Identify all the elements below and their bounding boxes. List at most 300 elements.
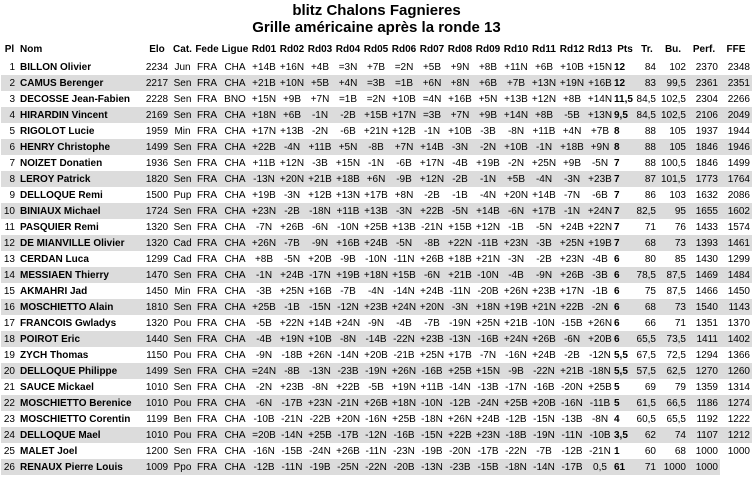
table-cell: 1199 — [143, 411, 171, 427]
table-cell: -10N — [474, 267, 502, 283]
player-name: BILLON Olivier — [18, 59, 143, 75]
table-cell: +26B — [418, 251, 446, 267]
table-cell: +4B — [306, 59, 334, 75]
table-cell: FRA — [194, 283, 220, 299]
table-cell: +5N — [334, 139, 362, 155]
table-cell: -4N — [362, 283, 390, 299]
table-cell: 73 — [658, 235, 688, 251]
table-cell: -6N — [502, 203, 530, 219]
table-cell: +6B — [278, 107, 306, 123]
table-cell: =3B — [418, 107, 446, 123]
table-row — [1, 347, 752, 363]
table-cell: +24N — [502, 331, 530, 347]
table-cell: -16B — [474, 331, 502, 347]
table-cell: +5B — [306, 75, 334, 91]
table-cell: -11N — [278, 459, 306, 475]
table-cell: -9B — [390, 171, 418, 187]
table-row — [1, 187, 752, 203]
table-row — [1, 91, 752, 107]
table-cell: -21B — [390, 347, 418, 363]
table-cell: -2N — [586, 299, 614, 315]
player-name: HIRARDIN Vincent — [18, 107, 143, 123]
table-cell: +21N — [474, 251, 502, 267]
table-cell: FRA — [194, 347, 220, 363]
table-cell: +25N — [474, 315, 502, 331]
table-cell: -6N — [558, 331, 586, 347]
table-cell: CHA — [220, 267, 250, 283]
player-name: DELLOQUE Philippe — [18, 363, 143, 379]
rank-cell: 7 — [1, 155, 18, 171]
table-cell: +15N — [334, 155, 362, 171]
table-cell: 72,5 — [658, 347, 688, 363]
table-cell: FRA — [194, 171, 220, 187]
table-row — [1, 251, 752, 267]
table-cell: +14N — [502, 107, 530, 123]
table-cell: -4N — [530, 171, 558, 187]
table-cell: -3N — [390, 203, 418, 219]
tournament-title: blitz Chalons Fagnieres — [292, 2, 461, 19]
table-cell: -7B — [418, 315, 446, 331]
table-cell: 1944 — [720, 123, 752, 139]
table-cell: -10N — [362, 251, 390, 267]
table-cell: +16B — [306, 283, 334, 299]
table-cell: -13N — [446, 331, 474, 347]
table-cell: +24B — [278, 267, 306, 283]
table-cell: +11B — [418, 379, 446, 395]
table-cell: -6N — [250, 395, 278, 411]
column-header: Perf. — [692, 43, 716, 55]
table-cell: +21B — [502, 315, 530, 331]
table-cell: 102,5 — [658, 91, 688, 107]
points-cell: 5 — [614, 379, 636, 395]
table-cell: Pou — [171, 395, 194, 411]
table-cell: -15N — [530, 411, 558, 427]
table-cell: Sen — [171, 155, 194, 171]
table-cell: -1N — [306, 107, 334, 123]
rank-cell: 16 — [1, 299, 18, 315]
table-cell: -7N — [474, 347, 502, 363]
table-cell: 1402 — [720, 331, 752, 347]
table-cell: 62,5 — [658, 363, 688, 379]
table-cell: -20B — [390, 459, 418, 475]
table-cell: +17N — [250, 123, 278, 139]
table-cell: 1946 — [720, 139, 752, 155]
table-cell: +23N — [306, 395, 334, 411]
points-cell: 5,5 — [614, 363, 636, 379]
table-cell: +12B — [390, 123, 418, 139]
table-row — [1, 315, 752, 331]
table-cell: +22B — [250, 139, 278, 155]
table-cell: CHA — [220, 411, 250, 427]
table-cell: FRA — [194, 203, 220, 219]
table-cell: -7N — [558, 187, 586, 203]
table-cell: -19N — [530, 427, 558, 443]
points-cell: 4 — [614, 411, 636, 427]
table-cell: -2N — [250, 379, 278, 395]
table-cell: 1370 — [720, 315, 752, 331]
table-cell: -1N — [362, 155, 390, 171]
table-cell: +10B — [390, 91, 418, 107]
table-cell: -18B — [278, 347, 306, 363]
table-cell: +12B — [306, 187, 334, 203]
table-cell: CHA — [220, 251, 250, 267]
points-cell: 9,5 — [614, 107, 636, 123]
table-cell: CHA — [220, 75, 250, 91]
rank-cell: 24 — [1, 427, 18, 443]
table-cell: +11N — [502, 59, 530, 75]
table-cell: +4N — [558, 123, 586, 139]
table-cell: +13B — [362, 203, 390, 219]
table-cell: +11B — [306, 139, 334, 155]
table-cell: 1810 — [143, 299, 171, 315]
table-cell: +14B — [418, 139, 446, 155]
table-cell: +16B — [446, 91, 474, 107]
table-row — [1, 75, 752, 91]
table-cell: 1450 — [143, 283, 171, 299]
table-cell: -14N — [278, 427, 306, 443]
player-name: MOSCHIETTO Berenice — [18, 395, 143, 411]
table-cell: -12N — [586, 347, 614, 363]
table-cell: +13N — [334, 187, 362, 203]
table-cell: FRA — [194, 379, 220, 395]
table-cell: =1B — [334, 91, 362, 107]
table-cell: -8B — [278, 363, 306, 379]
table-cell: -18B — [502, 427, 530, 443]
table-cell: -18N — [418, 411, 446, 427]
column-header: Rd02 — [279, 43, 305, 55]
table-cell: +22N — [446, 235, 474, 251]
table-cell: -1N — [418, 123, 446, 139]
tournament-subtitle: Grille américaine après la ronde 13 — [252, 19, 501, 36]
table-cell: +7B — [362, 59, 390, 75]
table-cell: 79 — [658, 379, 688, 395]
table-cell: +15B — [362, 107, 390, 123]
table-cell: -18N — [586, 363, 614, 379]
table-cell: -5N — [530, 219, 558, 235]
table-cell: 1150 — [143, 347, 171, 363]
table-cell: 1299 — [143, 251, 171, 267]
table-cell: +22N — [278, 315, 306, 331]
table-cell: -1B — [502, 219, 530, 235]
rank-cell: 19 — [1, 347, 18, 363]
table-cell: FRA — [194, 251, 220, 267]
table-cell: +24N — [334, 315, 362, 331]
table-cell: -22N — [502, 443, 530, 459]
table-cell: 1936 — [143, 155, 171, 171]
table-cell: 1000 — [688, 459, 720, 475]
table-cell: -15B — [278, 443, 306, 459]
table-cell: 2169 — [143, 107, 171, 123]
column-header: Fede — [195, 43, 219, 55]
table-cell: -16N — [250, 443, 278, 459]
table-cell: -3N — [446, 299, 474, 315]
player-name: MALET Joel — [18, 443, 143, 459]
table-body — [1, 59, 752, 475]
table-cell: 75 — [636, 283, 658, 299]
table-cell: +26N — [446, 411, 474, 427]
table-cell: +23B — [418, 331, 446, 347]
table-cell: -2B — [446, 171, 474, 187]
table-cell: +25B — [390, 411, 418, 427]
table-cell: Sen — [171, 139, 194, 155]
rank-cell: 12 — [1, 235, 18, 251]
column-header: Rd12 — [559, 43, 585, 55]
table-cell: -3N — [558, 171, 586, 187]
points-cell: 7 — [614, 203, 636, 219]
table-cell: -22N — [530, 363, 558, 379]
points-cell: 1 — [614, 443, 636, 459]
table-cell: 61,5 — [636, 395, 658, 411]
table-cell: +23N — [502, 235, 530, 251]
table-cell: 1655 — [688, 203, 720, 219]
table-cell: FRA — [194, 443, 220, 459]
table-cell: Pup — [171, 187, 194, 203]
table-cell: +22B — [418, 203, 446, 219]
points-cell: 7 — [614, 235, 636, 251]
table-row — [1, 443, 752, 459]
table-cell: +20B — [362, 347, 390, 363]
table-cell: =3N — [334, 59, 362, 75]
table-cell: +25B — [586, 379, 614, 395]
table-cell: CHA — [220, 219, 250, 235]
table-row — [1, 123, 752, 139]
table-cell: +12N — [530, 91, 558, 107]
table-cell: FRA — [194, 139, 220, 155]
rank-cell: 20 — [1, 363, 18, 379]
table-cell: -2B — [558, 347, 586, 363]
table-cell: 1010 — [143, 379, 171, 395]
table-cell: -15N — [306, 299, 334, 315]
rank-cell: 22 — [1, 395, 18, 411]
table-cell: +23B — [586, 171, 614, 187]
table-cell: +12N — [474, 219, 502, 235]
points-cell: 6 — [614, 315, 636, 331]
column-header: Rd13 — [587, 43, 613, 55]
table-row — [1, 459, 752, 475]
table-cell: -7B — [530, 443, 558, 459]
table-cell: -1B — [586, 283, 614, 299]
table-cell: +26N — [390, 363, 418, 379]
table-cell: +10N — [278, 75, 306, 91]
table-cell: +25B — [250, 299, 278, 315]
table-cell: 2266 — [720, 91, 752, 107]
table-cell: +14B — [306, 315, 334, 331]
table-row — [1, 283, 752, 299]
table-cell: 1466 — [688, 283, 720, 299]
table-cell: FRA — [194, 459, 220, 475]
table-cell: FRA — [194, 427, 220, 443]
table-cell: 67,5 — [636, 347, 658, 363]
table-cell: -5N — [586, 155, 614, 171]
table-cell: 1320 — [143, 315, 171, 331]
table-cell: 1820 — [143, 171, 171, 187]
table-row — [1, 171, 752, 187]
column-header: Ligue — [221, 43, 249, 55]
player-name: FRANCOIS Gwladys — [18, 315, 143, 331]
table-cell: +15N — [586, 59, 614, 75]
table-cell: 1430 — [688, 251, 720, 267]
table-cell: -13B — [558, 411, 586, 427]
table-cell: -11N — [390, 251, 418, 267]
table-cell: -11N — [362, 443, 390, 459]
table-cell: +21B — [558, 363, 586, 379]
table-cell: FRA — [194, 267, 220, 283]
table-cell: +19N — [278, 331, 306, 347]
table-cell: -19B — [306, 459, 334, 475]
table-cell: -16N — [362, 411, 390, 427]
table-row — [1, 299, 752, 315]
table-cell: -2B — [334, 107, 362, 123]
table-row — [1, 395, 752, 411]
table-cell: +14B — [474, 203, 502, 219]
table-cell: +26N — [586, 315, 614, 331]
column-header: Rd01 — [251, 43, 277, 55]
table-cell: +25N — [530, 155, 558, 171]
table-cell: +7B — [586, 123, 614, 139]
table-cell: +10B — [306, 331, 334, 347]
table-cell: +9B — [558, 155, 586, 171]
rank-cell: 26 — [1, 459, 18, 475]
table-cell: 103 — [658, 187, 688, 203]
table-cell: -13N — [306, 363, 334, 379]
table-cell: CHA — [220, 315, 250, 331]
column-header: Tr. — [641, 43, 653, 55]
table-cell: +6B — [530, 59, 558, 75]
table-cell: 1212 — [720, 427, 752, 443]
table-cell: 1010 — [143, 395, 171, 411]
player-name: NOIZET Donatien — [18, 155, 143, 171]
column-header: Rd08 — [447, 43, 473, 55]
table-cell: +19N — [390, 379, 418, 395]
table-cell: -22N — [362, 459, 390, 475]
table-cell: Sen — [171, 443, 194, 459]
table-cell: Min — [171, 283, 194, 299]
table-cell: +8B — [250, 251, 278, 267]
table-cell: +21N — [530, 299, 558, 315]
table-cell: -5B — [250, 315, 278, 331]
table-cell: Sen — [171, 267, 194, 283]
table-cell: 1000 — [720, 443, 752, 459]
table-cell: +6N — [362, 171, 390, 187]
table-cell: -7N — [250, 219, 278, 235]
table-cell: Jun — [171, 59, 194, 75]
table-cell: -17B — [474, 443, 502, 459]
table-cell: Ppo — [171, 459, 194, 475]
table-cell: 1846 — [688, 139, 720, 155]
table-cell: +26B — [362, 395, 390, 411]
table-cell: +10B — [558, 59, 586, 75]
table-cell: -2B — [418, 187, 446, 203]
column-header: Rd10 — [503, 43, 529, 55]
table-cell: 1484 — [720, 267, 752, 283]
rank-cell: 5 — [1, 123, 18, 139]
table-cell: 78,5 — [636, 267, 658, 283]
table-cell: -6N — [306, 219, 334, 235]
table-cell: Sen — [171, 107, 194, 123]
table-cell: -23B — [446, 459, 474, 475]
table-cell: 68 — [636, 299, 658, 315]
table-cell: 1450 — [720, 283, 752, 299]
table-cell: -4N — [474, 187, 502, 203]
table-cell: +24B — [558, 219, 586, 235]
table-cell: Cad — [171, 251, 194, 267]
table-cell: +25B — [362, 219, 390, 235]
table-cell: -2B — [278, 203, 306, 219]
table-cell: +26B — [530, 331, 558, 347]
table-cell: +20N — [334, 411, 362, 427]
table-cell: +19B — [250, 187, 278, 203]
column-header: Cat. — [173, 43, 192, 55]
table-cell: -18N — [502, 459, 530, 475]
table-row — [1, 267, 752, 283]
table-cell: -22N — [390, 331, 418, 347]
player-name: DE MIANVILLE Olivier — [18, 235, 143, 251]
table-cell: -3N — [446, 139, 474, 155]
table-cell: -15B — [558, 315, 586, 331]
points-cell: 8 — [614, 123, 636, 139]
table-cell: +22B — [334, 379, 362, 395]
table-cell: -3B — [250, 283, 278, 299]
points-cell: 12 — [614, 75, 636, 91]
table-cell: 102 — [658, 59, 688, 75]
table-row — [1, 363, 752, 379]
table-cell: +17N — [558, 283, 586, 299]
table-cell: FRA — [194, 123, 220, 139]
table-cell: -4B — [250, 331, 278, 347]
table-cell: +25B — [502, 395, 530, 411]
table-cell: +13B — [502, 91, 530, 107]
rank-cell: 25 — [1, 443, 18, 459]
table-cell: CHA — [220, 187, 250, 203]
table-cell: -16N — [558, 395, 586, 411]
points-cell: 6 — [614, 251, 636, 267]
table-cell: 88 — [636, 139, 658, 155]
table-cell: 1143 — [720, 299, 752, 315]
table-cell: -17N — [306, 267, 334, 283]
table-cell: -22B — [306, 411, 334, 427]
table-cell: FRA — [194, 155, 220, 171]
table-cell: +20N — [278, 171, 306, 187]
table-cell: 71 — [636, 459, 658, 475]
table-cell: FRA — [194, 219, 220, 235]
table-cell: -1N — [558, 203, 586, 219]
rank-cell: 3 — [1, 91, 18, 107]
table-cell: -12B — [558, 443, 586, 459]
table-cell: 1320 — [143, 219, 171, 235]
table-cell: +5N — [474, 91, 502, 107]
table-cell: -4B — [586, 251, 614, 267]
table-cell: -15N — [418, 427, 446, 443]
table-cell: +16N — [278, 59, 306, 75]
table-cell: =20B — [250, 427, 278, 443]
points-cell: 7 — [614, 155, 636, 171]
table-cell: 87,5 — [658, 267, 688, 283]
rank-cell: 11 — [1, 219, 18, 235]
table-cell: +9N — [586, 139, 614, 155]
rank-cell: 2 — [1, 75, 18, 91]
table-cell: 71 — [636, 219, 658, 235]
table-cell: +11B — [250, 155, 278, 171]
table-cell: 1299 — [720, 251, 752, 267]
points-cell: 61 — [614, 459, 636, 475]
table-cell: +14B — [250, 59, 278, 75]
player-name: CERDAN Luca — [18, 251, 143, 267]
player-name: ZYCH Thomas — [18, 347, 143, 363]
table-cell: -11B — [474, 235, 502, 251]
column-header: Nom — [20, 43, 43, 55]
column-header: Pl — [4, 43, 15, 55]
table-cell: =3B — [362, 75, 390, 91]
